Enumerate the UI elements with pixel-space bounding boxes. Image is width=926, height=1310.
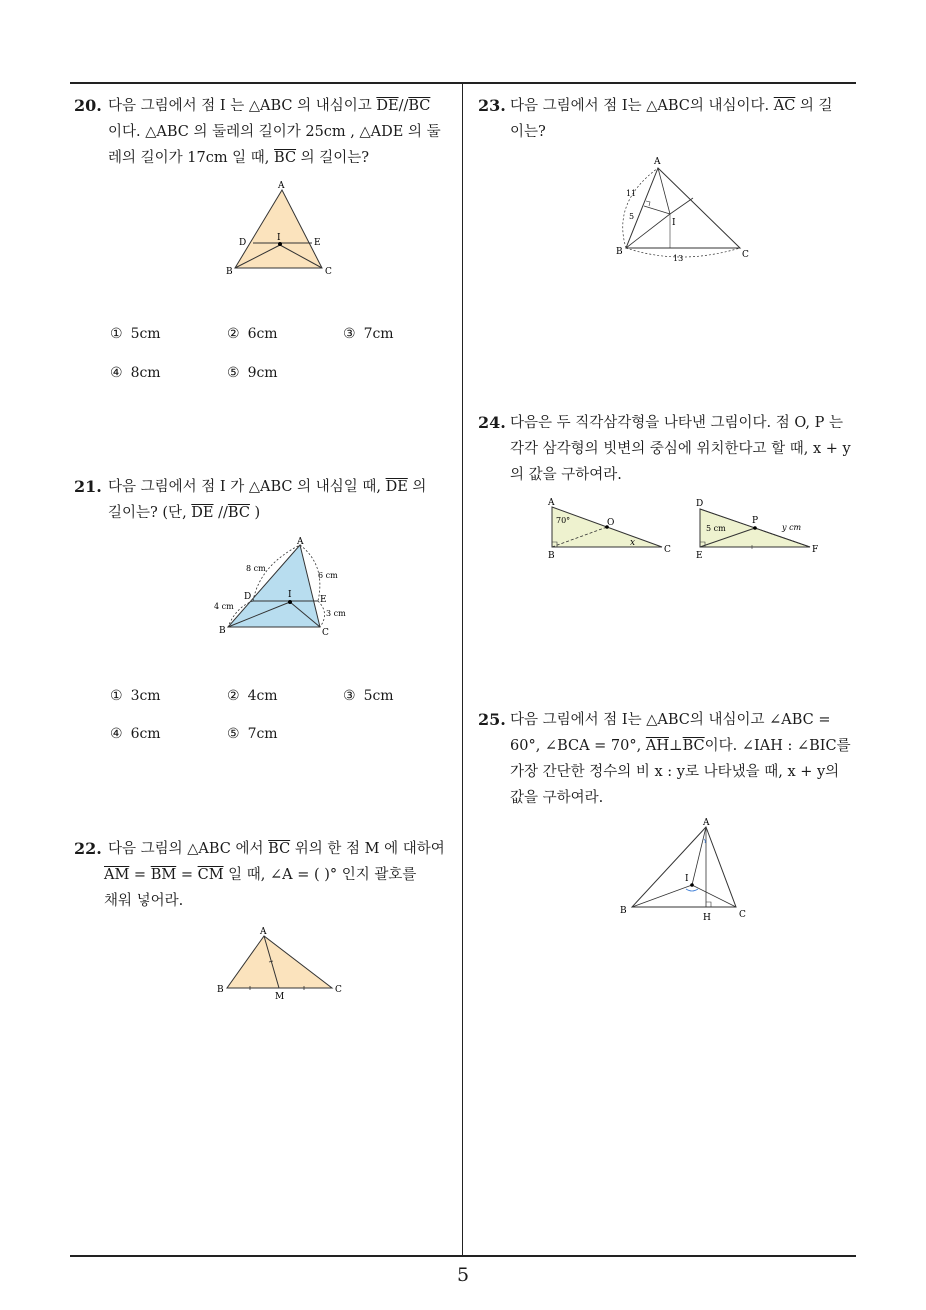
- label-11: 11: [626, 189, 637, 198]
- problem-text: [108, 474, 460, 526]
- text: 의 길이는?: [296, 150, 370, 166]
- problem-number: 24.: [478, 413, 506, 432]
- problem-text: [510, 93, 862, 145]
- text: 다음 그림의 △ABC 에서: [108, 841, 269, 857]
- label-i: I: [277, 233, 281, 243]
- segment-bc: $\overline{BC}$: [274, 150, 297, 166]
- problem-text: [104, 862, 460, 914]
- column-divider: [462, 82, 463, 1257]
- label-c: C: [325, 267, 332, 277]
- choice-text: 5cm: [130, 326, 161, 342]
- choice-text: 7cm: [247, 726, 278, 742]
- segment-de: $\overline{DE}$: [376, 98, 399, 114]
- problem-text: [108, 93, 460, 171]
- segment-ac: $\overline{AC}$: [773, 98, 796, 114]
- choice-5[interactable]: [227, 365, 278, 381]
- figure-22-triangle: [212, 924, 352, 1004]
- label-3cm: 3 cm: [326, 609, 346, 618]
- label-d: D: [239, 238, 247, 248]
- text: 값을 구하여라.: [510, 790, 604, 806]
- choice-mark: ③: [343, 326, 356, 342]
- problem-text: [510, 707, 862, 811]
- bottom-rule: [70, 1255, 856, 1257]
- label-70-degrees: 70°: [556, 516, 571, 525]
- label-5: 5: [629, 212, 635, 221]
- label-b: B: [219, 626, 226, 636]
- label-b: B: [226, 267, 233, 277]
- segment-de: $\overline{DE}$: [191, 505, 214, 521]
- label-e: E: [696, 551, 703, 561]
- text: 채워 넣어라.: [104, 893, 184, 909]
- choice-text: 9cm: [247, 365, 278, 381]
- choice-mark: ①: [110, 326, 123, 342]
- choice-3[interactable]: [343, 326, 394, 342]
- segment-bc: $\overline{BC}$: [227, 505, 250, 521]
- text: 위의 한 점 M 에 대하여: [290, 841, 445, 857]
- label-h: H: [703, 913, 711, 923]
- label-a: A: [703, 818, 710, 828]
- problem-number: 20.: [74, 96, 102, 115]
- text: 다음 그림에서 점 I는 △ABC의 내심이고 ∠ABC =: [510, 712, 831, 728]
- text: 다음은 두 직각삼각형을 나타낸 그림이다. 점 O, P 는: [510, 415, 844, 431]
- page-number: 5: [456, 1264, 470, 1286]
- label-b: B: [620, 906, 627, 916]
- text: 다음 그림에서 점 I 가 △ABC 의 내심일 때,: [108, 479, 386, 495]
- label-y-cm: y cm: [782, 523, 802, 532]
- text: 다음 그림에서 점 I는 △ABC의 내심이다.: [510, 98, 774, 114]
- label-a: A: [260, 927, 267, 937]
- label-i: I: [288, 590, 292, 600]
- text: 레의 길이가 17cm 일 때,: [108, 150, 275, 166]
- choice-text: 5cm: [363, 688, 394, 704]
- label-6cm: 6 cm: [318, 571, 338, 580]
- choice-2[interactable]: [227, 326, 278, 342]
- parallel-symbol: //: [398, 98, 409, 114]
- label-c: C: [742, 250, 749, 260]
- segment-bc: $\overline{BC}$: [682, 738, 705, 754]
- text: 길이는? (단,: [108, 505, 192, 521]
- label-p: P: [752, 516, 759, 526]
- choice-1[interactable]: [110, 326, 161, 342]
- text: 이다. ∠IAH : ∠BIC를: [704, 738, 851, 754]
- choice-text: 8cm: [130, 365, 161, 381]
- figure-25-triangle: [612, 815, 762, 930]
- choice-text: 4cm: [247, 688, 278, 704]
- choice-text: 3cm: [130, 688, 161, 704]
- label-c: C: [322, 628, 329, 638]
- problem-text: [108, 836, 460, 862]
- choice-mark: ④: [110, 365, 123, 381]
- label-a: A: [278, 181, 285, 191]
- label-a: A: [654, 157, 661, 167]
- top-rule: [70, 82, 856, 84]
- choice-mark: ④: [110, 726, 123, 742]
- text: =: [176, 867, 198, 883]
- figure-23-triangle: [610, 152, 760, 267]
- label-c: C: [664, 545, 671, 555]
- label-i: I: [672, 218, 676, 228]
- choice-mark: ⑤: [227, 365, 240, 381]
- segment-bm: $\overline{BM}$: [150, 867, 177, 883]
- choice-text: 6cm: [130, 726, 161, 742]
- text: 60°, ∠BCA = 70°,: [510, 738, 646, 754]
- problem-number: 23.: [478, 96, 506, 115]
- segment-cm: $\overline{CM}$: [197, 867, 224, 883]
- choice-3[interactable]: [343, 688, 394, 704]
- label-e: E: [314, 238, 321, 248]
- label-b: B: [616, 247, 623, 257]
- problem-number: 22.: [74, 839, 102, 858]
- label-8cm: 8 cm: [246, 564, 266, 573]
- label-a: A: [548, 498, 555, 508]
- text: 일 때, ∠A = ( )° 인지 괄호를: [223, 867, 417, 883]
- choice-5[interactable]: [227, 726, 278, 742]
- label-d: D: [244, 592, 252, 602]
- label-4cm: 4 cm: [214, 602, 234, 611]
- parallel-symbol: //: [213, 505, 228, 521]
- figure-21-triangle: [208, 535, 358, 645]
- text: 각각 삼각형의 빗변의 중심에 위치한다고 할 때, x + y: [510, 441, 851, 457]
- choice-mark: ①: [110, 688, 123, 704]
- label-e: E: [320, 595, 327, 605]
- choice-mark: ③: [343, 688, 356, 704]
- text: 이는?: [510, 124, 546, 140]
- segment-bc: $\overline{BC}$: [408, 98, 431, 114]
- segment-ah: $\overline{AH}$: [645, 738, 669, 754]
- text: ): [249, 505, 261, 521]
- label-a: A: [297, 537, 304, 547]
- label-13: 13: [673, 254, 684, 263]
- label-f: F: [812, 545, 819, 555]
- segment-am: $\overline{AM}$: [104, 867, 130, 883]
- text: 의 길: [795, 98, 833, 114]
- text: =: [129, 867, 151, 883]
- choice-text: 6cm: [247, 326, 278, 342]
- choice-4[interactable]: [110, 726, 161, 742]
- label-x: x: [630, 538, 636, 548]
- figure-24-triangles: [540, 495, 830, 567]
- label-o: O: [607, 518, 615, 528]
- label-5cm: 5 cm: [706, 524, 726, 533]
- segment-de: $\overline{DE}$: [385, 479, 408, 495]
- segment-bc: $\overline{BC}$: [268, 841, 291, 857]
- text: 의 값을 구하여라.: [510, 467, 622, 483]
- choice-4[interactable]: [110, 365, 161, 381]
- problem-text: [510, 410, 862, 488]
- choice-mark: ⑤: [227, 726, 240, 742]
- choice-mark: ②: [227, 688, 240, 704]
- choice-1[interactable]: [110, 688, 161, 704]
- text: 다음 그림에서 점 I 는 △ABC 의 내심이고: [108, 98, 377, 114]
- figure-20-triangle: [220, 178, 350, 278]
- text: 이다. △ABC 의 둘레의 길이가 25cm , △ADE 의 둘: [108, 124, 441, 140]
- label-c: C: [739, 910, 746, 920]
- perpendicular-symbol: ⊥: [668, 738, 683, 754]
- label-d: D: [696, 499, 704, 509]
- text: 가장 간단한 정수의 비 x : y로 나타냈을 때, x + y의: [510, 764, 840, 780]
- problem-number: 25.: [478, 710, 506, 729]
- choice-text: 7cm: [363, 326, 394, 342]
- label-c: C: [335, 985, 342, 995]
- label-m: M: [275, 992, 285, 1002]
- problem-number: 21.: [74, 477, 102, 496]
- choice-mark: ②: [227, 326, 240, 342]
- text: 의: [407, 479, 427, 495]
- label-i: I: [685, 874, 689, 884]
- label-b: B: [217, 985, 224, 995]
- choice-2[interactable]: [227, 688, 278, 704]
- label-b: B: [548, 551, 555, 561]
